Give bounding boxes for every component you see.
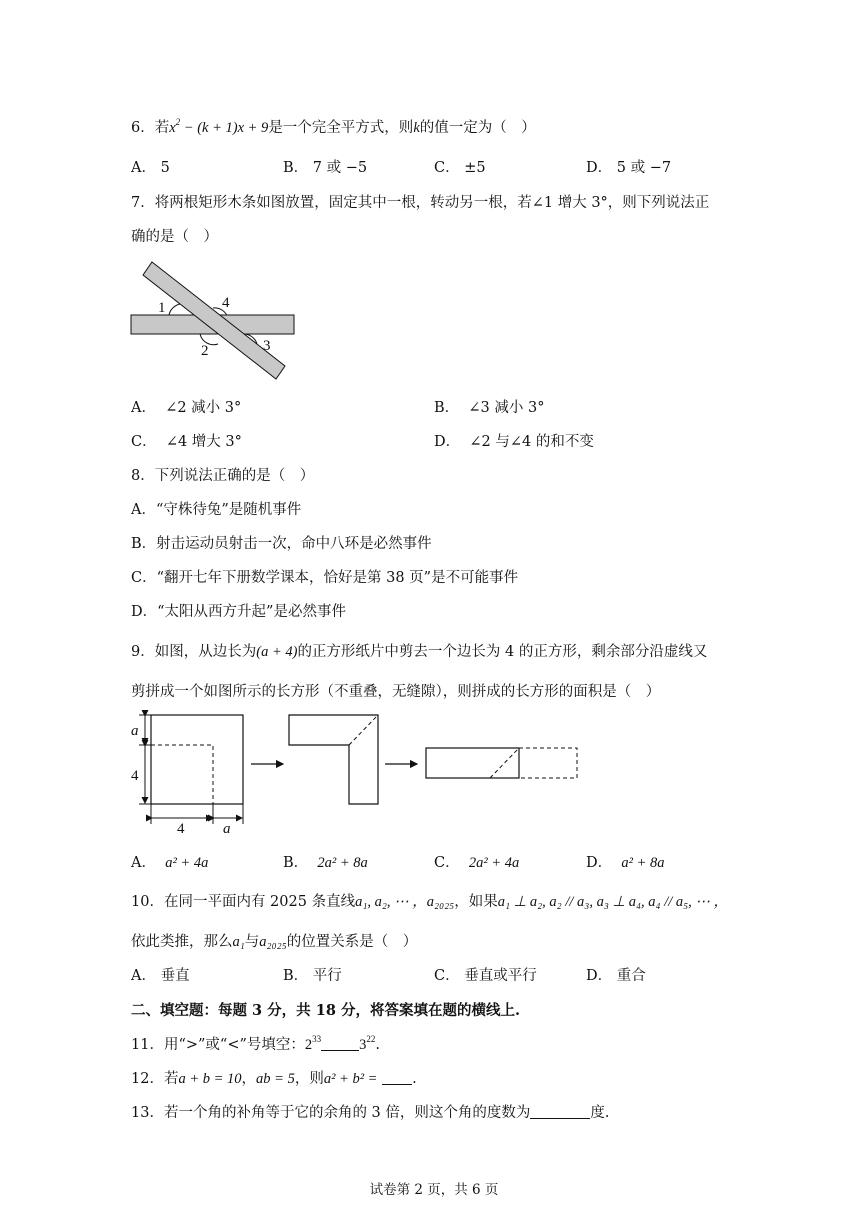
q10-line2-end: 的位置关系是（ ）	[286, 934, 418, 950]
q9-text-start: 9．如图，从边长为	[131, 644, 257, 660]
q7-figure	[125, 258, 305, 383]
q6-text-end: 的值一定为（ ）	[419, 120, 536, 136]
result-diagonal-dashed	[490, 748, 519, 778]
option-label: B．	[283, 160, 309, 176]
q8-stem: 8．下列说法正确的是（ ）	[131, 468, 315, 484]
q11-base2: 3	[359, 1037, 367, 1053]
q9-figure	[125, 708, 585, 836]
option-text: ∠2 减小 3°	[165, 400, 242, 416]
q13-text: 13．若一个角的补角等于它的余角的 3 倍，则这个角的度数为	[131, 1105, 531, 1121]
option-text: 2a² + 4a	[468, 855, 520, 871]
option-text: 5 或 −7	[616, 160, 672, 176]
q13-stem	[131, 1103, 610, 1123]
q12-condition-2: ab = 5	[256, 1071, 295, 1087]
option-label: C．	[131, 434, 157, 450]
q7-option-b	[434, 398, 544, 418]
option-text: 重合	[616, 968, 646, 984]
q9-stem-line1	[131, 642, 707, 662]
q9-option-a	[131, 853, 208, 873]
q9-option-c	[434, 853, 519, 873]
option-label: A．	[131, 400, 156, 416]
q12-expression: a² + b² =	[323, 1071, 378, 1087]
option-text: ±5	[464, 160, 486, 176]
q11-exp1: 33	[312, 1034, 322, 1044]
option-label: A．	[131, 855, 156, 871]
q6-option-a	[131, 158, 170, 178]
option-label: C．	[434, 855, 460, 871]
option-label: C．	[434, 968, 460, 984]
option-text: ∠3 减小 3°	[468, 400, 545, 416]
option-label: D．	[434, 434, 461, 450]
result-rectangle-dashed	[519, 748, 577, 778]
q9-option-b	[283, 853, 368, 873]
q9-expression: (a + 4)	[256, 644, 298, 660]
q6-expression: $x^2 - (k + 1)x + 9$	[169, 117, 269, 136]
q10-if: ，如果	[454, 894, 498, 910]
big-square	[151, 715, 243, 804]
q10-a2025: a₂₀₂₅	[426, 894, 455, 910]
q13-end: 度.	[590, 1105, 610, 1121]
option-label: B．	[283, 968, 309, 984]
option-label: A．	[131, 968, 156, 984]
l-shape-dashed-cut	[349, 715, 378, 745]
q9-text-end: 的正方形纸片中剪去一个边长为 4 的正方形，剩余部分沿虚线又	[297, 644, 708, 660]
q11-exp2: 22	[366, 1034, 376, 1044]
q11-answer-blank[interactable]	[321, 1036, 359, 1051]
q7-option-c	[131, 432, 242, 452]
q10-stem-line1	[131, 892, 728, 912]
option-text: ∠2 与∠4 的和不变	[469, 434, 594, 450]
label-a-left: a	[131, 723, 139, 739]
option-text: 垂直	[160, 968, 190, 984]
option-label: D．	[586, 968, 613, 984]
q12-stem	[131, 1069, 417, 1089]
q11-power-1	[304, 1034, 322, 1053]
q11-power-2	[359, 1034, 376, 1053]
q10-option-b	[283, 966, 342, 986]
option-label: C．	[434, 160, 460, 176]
q11-text-start: 11．用“>”或“<”号填空：	[131, 1037, 305, 1053]
q11-base1: 2	[304, 1037, 313, 1053]
q6-text-mid: 是一个完全平方式，则	[268, 120, 414, 136]
q11-end: .	[375, 1037, 381, 1053]
option-text: ∠4 增大 3°	[165, 434, 242, 450]
option-text: 7 或 −5	[312, 160, 368, 176]
q8-option-a: A．“守株待兔”是随机事件	[131, 502, 302, 518]
option-text: 5	[160, 160, 170, 176]
q13-answer-blank[interactable]	[530, 1104, 590, 1119]
q6-var-k: k	[413, 120, 420, 136]
q10-stem-line2	[131, 932, 417, 952]
q10-a1: a₁	[232, 934, 245, 950]
q7-stem-line1: 7．将两根矩形木条如图放置，固定其中一根，转动另一根，若∠1 增大 3°，则下列说法正	[131, 195, 710, 211]
q10-text-start: 10．在同一平面内有 2025 条直线	[131, 894, 356, 910]
q8-option-c: C．“翻开七年下册数学课本，恰好是第 38 页”是不可能事件	[131, 570, 519, 586]
option-text: a² + 8a	[621, 855, 665, 871]
label-4: 4	[222, 295, 230, 311]
q12-sep: ，	[241, 1071, 257, 1087]
q10-line2-mid: 与	[244, 934, 260, 950]
label-4-left: 4	[131, 768, 139, 784]
q12-text-start: 12．若	[131, 1071, 179, 1087]
option-text: 垂直或平行	[464, 968, 537, 984]
q10-option-d	[586, 966, 646, 986]
q12-end: .	[412, 1071, 417, 1087]
option-text: a² + 4a	[165, 855, 209, 871]
q8-option-b: B．射击运动员射击一次，命中八环是必然事件	[131, 536, 432, 552]
label-2: 2	[201, 343, 209, 359]
q10-line2-a2025: a₂₀₂₅	[259, 934, 287, 950]
q10-option-c	[434, 966, 537, 986]
q12-answer-blank[interactable]	[382, 1070, 412, 1085]
option-label: B．	[434, 400, 460, 416]
option-label: D．	[586, 160, 613, 176]
label-1: 1	[158, 300, 166, 316]
option-label: A．	[131, 160, 156, 176]
q6-number: 6．若	[131, 120, 170, 136]
q7-option-d	[434, 432, 594, 452]
label-3: 3	[263, 338, 271, 354]
q11-stem	[131, 1035, 380, 1055]
q12-condition-1: a + b = 10	[178, 1071, 242, 1087]
q9-stem-line2: 剪拼成一个如图所示的长方形（不重叠，无缝隙），则拼成的长方形的面积是（ ）	[131, 684, 661, 700]
q9-option-d	[586, 853, 665, 873]
q6-stem	[131, 118, 536, 138]
page-footer: 试卷第 2 页，共 6 页	[369, 1182, 499, 1198]
option-label: D．	[586, 855, 613, 871]
q7-stem-line2: 确的是（ ）	[131, 229, 218, 245]
q6-option-b	[283, 158, 367, 178]
label-4-bottom: 4	[177, 821, 185, 836]
option-text: 平行	[312, 968, 342, 984]
q6-option-d	[586, 158, 671, 178]
q10-relations: a₁ ⊥ a₂, a₂ // a₃, a₃ ⊥ a₄, a₄ // a₅, ⋯ ，	[497, 894, 729, 910]
q10-line2-start: 依此类推，那么	[131, 934, 233, 950]
option-label: B．	[283, 855, 309, 871]
q6-option-c	[434, 158, 486, 178]
cut-square-dashed	[151, 745, 213, 804]
q10-lines-list: a₁, a₂, ⋯ ，	[355, 894, 427, 910]
label-a-bottom: a	[223, 821, 231, 836]
q8-option-d: D．“太阳从西方升起”是必然事件	[131, 604, 346, 620]
q12-mid: ，则	[294, 1071, 324, 1087]
q7-option-a	[131, 398, 241, 418]
section-heading: 二、填空题：每题 3 分，共 18 分，将答案填在题的横线上.	[131, 1002, 521, 1019]
q10-option-a	[131, 966, 190, 986]
option-text: 2a² + 8a	[317, 855, 368, 871]
